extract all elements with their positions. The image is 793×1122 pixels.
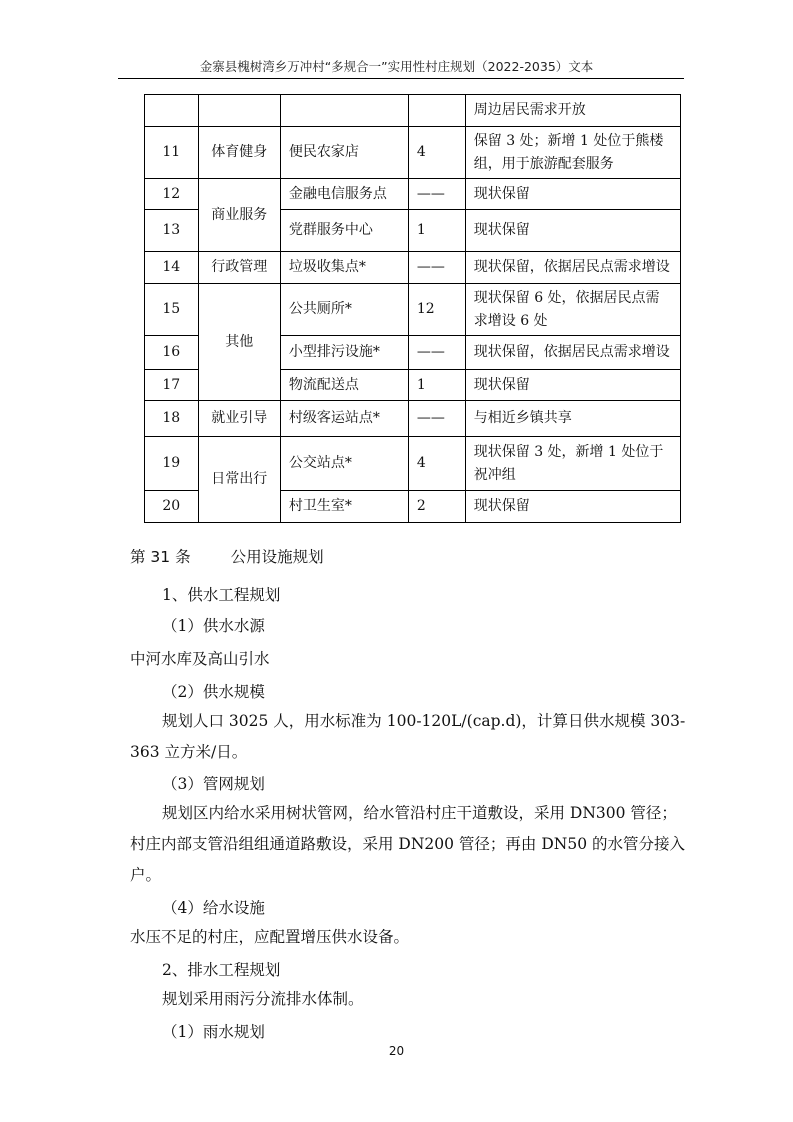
- page-number: 20: [388, 1044, 405, 1058]
- facility-count: 12: [408, 284, 465, 336]
- facility-name: 便民农家店: [280, 127, 408, 179]
- subsection-heading: （2）供水规模: [162, 683, 265, 701]
- category-cell: [198, 95, 280, 127]
- subsection-heading: （4）给水设施: [162, 899, 265, 917]
- facility-note: 保留 3 处；新增 1 处位于熊楼组，用于旅游配套服务: [465, 127, 680, 179]
- facility-count: 1: [408, 210, 465, 252]
- table-row: [145, 284, 681, 336]
- row-number: 12: [145, 179, 199, 210]
- facility-note: 现状保留: [465, 491, 680, 523]
- row-number: 15: [145, 284, 199, 336]
- paragraph: 规划区内给水采用树状管网，给水管沿村庄干道敷设，采用 DN300 管径；村庄内部支管沿组组通道路敷设，采用 DN200 管径；再由 DN50 的水管分接入户。: [130, 804, 685, 884]
- table-row: [145, 437, 681, 491]
- row-number: 18: [145, 401, 199, 437]
- article-number: 第 31 条: [130, 548, 191, 566]
- paragraph: 规划人口 3025 人，用水标准为 100-120L/(cap.d)，计算日供水规模 303-363 立方米/日。: [130, 712, 686, 761]
- facility-count: ——: [408, 336, 465, 370]
- facility-count: 1: [408, 370, 465, 401]
- facility-note: 与相近乡镇共享: [465, 401, 680, 437]
- facility-note: 现状保留: [465, 370, 680, 401]
- table-row: [145, 252, 681, 284]
- facility-note: 周边居民需求开放: [465, 95, 680, 127]
- paragraph: 中河水库及高山引水: [130, 650, 270, 668]
- row-number: 16: [145, 336, 199, 370]
- section-heading: 1、供水工程规划: [162, 586, 281, 604]
- row-number: 14: [145, 252, 199, 284]
- facility-name: 物流配送点: [280, 370, 408, 401]
- facility-note: 现状保留，依据居民点需求增设: [465, 336, 680, 370]
- row-number: [145, 95, 199, 127]
- subsection-heading: （3）管网规划: [162, 775, 265, 793]
- facility-name: 党群服务中心: [280, 210, 408, 252]
- facility-name: 村级客运站点*: [280, 401, 408, 437]
- subsection-heading: （1）供水水源: [162, 617, 265, 635]
- row-number: 20: [145, 491, 199, 523]
- facility-count: [408, 95, 465, 127]
- article-title: 公用设施规划: [230, 548, 324, 566]
- paragraph: 水压不足的村庄，应配置增压供水设备。: [130, 928, 410, 946]
- table-row: [145, 179, 681, 210]
- category-cell: 其他: [198, 284, 280, 401]
- facility-count: 2: [408, 491, 465, 523]
- category-cell: 行政管理: [198, 252, 280, 284]
- facility-note: 现状保留: [465, 210, 680, 252]
- facility-name: 公交站点*: [280, 437, 408, 491]
- category-cell: 日常出行: [198, 437, 280, 523]
- row-number: 19: [145, 437, 199, 491]
- category-cell: 体育健身: [198, 127, 280, 179]
- subsection-heading: （1）雨水规划: [162, 1023, 265, 1041]
- article-heading: [130, 545, 324, 567]
- facility-name: 公共厕所*: [280, 284, 408, 336]
- table-row: [145, 127, 681, 179]
- category-cell: 就业引导: [198, 401, 280, 437]
- facility-name: [280, 95, 408, 127]
- running-header: 金寨县槐树湾乡万冲村“多规合一”实用性村庄规划（2022-2035）文本: [199, 59, 594, 74]
- row-number: 13: [145, 210, 199, 252]
- facility-note: 现状保留 6 处，依据居民点需求增设 6 处: [465, 284, 680, 336]
- facility-count: ——: [408, 401, 465, 437]
- facility-note: 现状保留 3 处，新增 1 处位于祝冲组: [465, 437, 680, 491]
- facility-name: 垃圾收集点*: [280, 252, 408, 284]
- facility-note: 现状保留: [465, 179, 680, 210]
- paragraph: 规划采用雨污分流排水体制。: [162, 990, 364, 1008]
- facility-note: 现状保留，依据居民点需求增设: [465, 252, 680, 284]
- facility-count: ——: [408, 179, 465, 210]
- section-heading: 2、排水工程规划: [162, 961, 281, 979]
- facility-name: 金融电信服务点: [280, 179, 408, 210]
- table-row: [145, 401, 681, 437]
- row-number: 11: [145, 127, 199, 179]
- facility-count: ——: [408, 252, 465, 284]
- row-number: 17: [145, 370, 199, 401]
- category-cell: 商业服务: [198, 179, 280, 252]
- facility-name: 村卫生室*: [280, 491, 408, 523]
- facility-name: 小型排污设施*: [280, 336, 408, 370]
- table-row: [145, 95, 681, 127]
- header-rule: [118, 78, 684, 79]
- facilities-table: [144, 94, 681, 523]
- facility-count: 4: [408, 437, 465, 491]
- facility-count: 4: [408, 127, 465, 179]
